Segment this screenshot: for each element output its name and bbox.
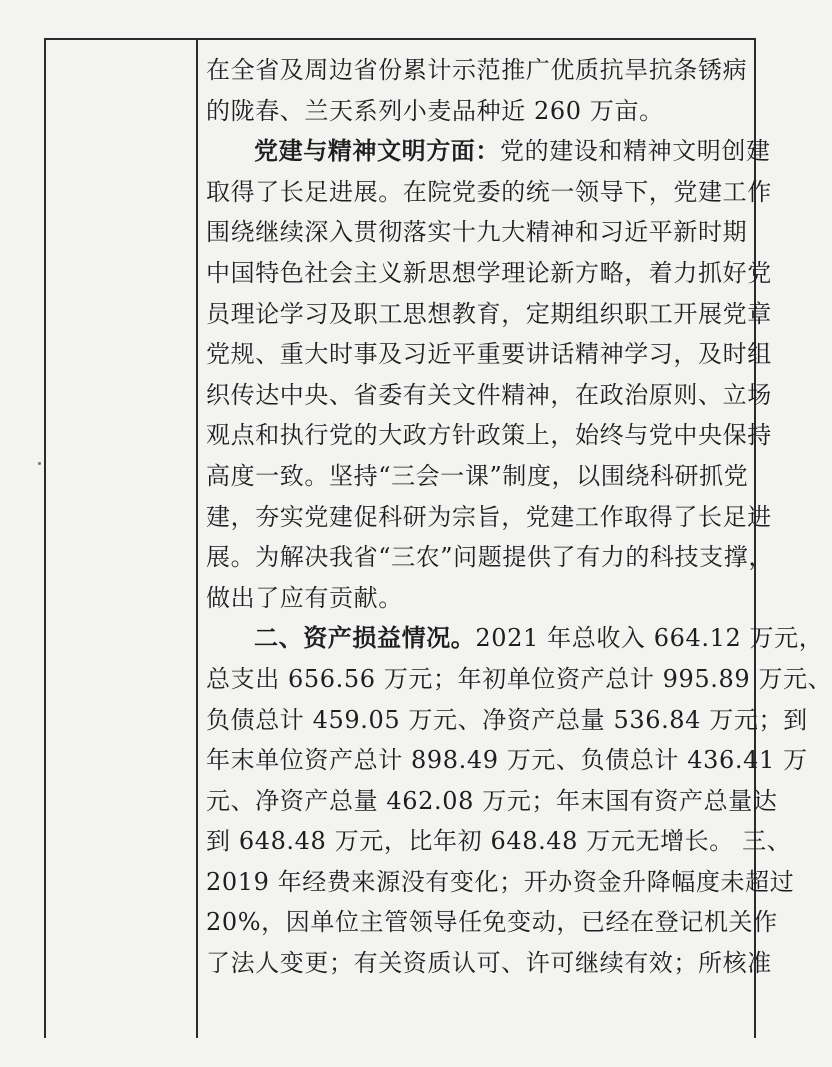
table-left-column bbox=[46, 40, 198, 1038]
text-line: 20%，因单位主管领导任免变动，已经在登记机关作 bbox=[206, 908, 778, 937]
document-table bbox=[44, 38, 832, 1038]
text-line: 建，夯实党建促科研为宗旨，党建工作取得了长足进 bbox=[206, 502, 772, 531]
text-line: 织传达中央、省委有关文件精神，在政治原则、立场 bbox=[206, 380, 772, 409]
text-line: 做出了应有贡献。 bbox=[206, 583, 403, 612]
text-line: 展。为解决我省“三农”问题提供了有力的科技支撑， bbox=[206, 543, 773, 572]
text-line: 了法人变更；有关资质认可、许可继续有效；所核准 bbox=[206, 949, 772, 978]
section-heading: 二、资产损益情况。 bbox=[254, 623, 476, 653]
table-content-cell bbox=[198, 40, 832, 1038]
text-line: 党建与精神文明方面：党的建设和精神文明创建 bbox=[254, 136, 771, 166]
text-line: 观点和执行党的大政方针政策上，始终与党中央保持 bbox=[206, 421, 772, 450]
text-line: 员理论学习及职工思想教育，定期组织职工开展党章 bbox=[206, 299, 772, 328]
text-line: 取得了长足进展。在院党委的统一领导下，党建工作 bbox=[206, 177, 772, 206]
text-line: 总支出 656.56 万元；年初单位资产总计 995.89 万元、 bbox=[206, 664, 832, 693]
text-line: 在全省及周边省份累计示范推广优质抗旱抗条锈病 bbox=[206, 56, 748, 84]
text-line: 围绕继续深入贯彻落实十九大精神和习近平新时期 bbox=[206, 218, 748, 247]
text-line: 年末单位资产总计 898.49 万元、负债总计 436.41 万 bbox=[206, 746, 808, 775]
text-line: 二、资产损益情况。2021 年总收入 664.12 万元， bbox=[254, 623, 824, 653]
text-line: 党规、重大时事及习近平重要讲话精神学习，及时组 bbox=[206, 340, 772, 369]
text-line: 2019 年经费来源没有变化；开办资金升降幅度未超过 bbox=[206, 867, 795, 896]
text-line: 高度一致。坚持“三会一课”制度，以围绕科研抓党 bbox=[206, 461, 749, 490]
section-heading: 党建与精神文明方面： bbox=[254, 136, 500, 166]
text-line: 的陇春、兰天系列小麦品种近 260 万亩。 bbox=[206, 96, 664, 125]
text-line: 中国特色社会主义新思想学理论新方略，着力抓好党 bbox=[206, 258, 772, 287]
text-line: 负债总计 459.05 万元、净资产总量 536.84 万元；到 bbox=[206, 705, 808, 734]
scan-speck bbox=[38, 462, 41, 465]
text-line: 到 648.48 万元，比年初 648.48 万元无增长。 三、 bbox=[206, 827, 792, 856]
text-line: 元、净资产总量 462.08 万元；年末国有资产总量达 bbox=[206, 786, 778, 815]
